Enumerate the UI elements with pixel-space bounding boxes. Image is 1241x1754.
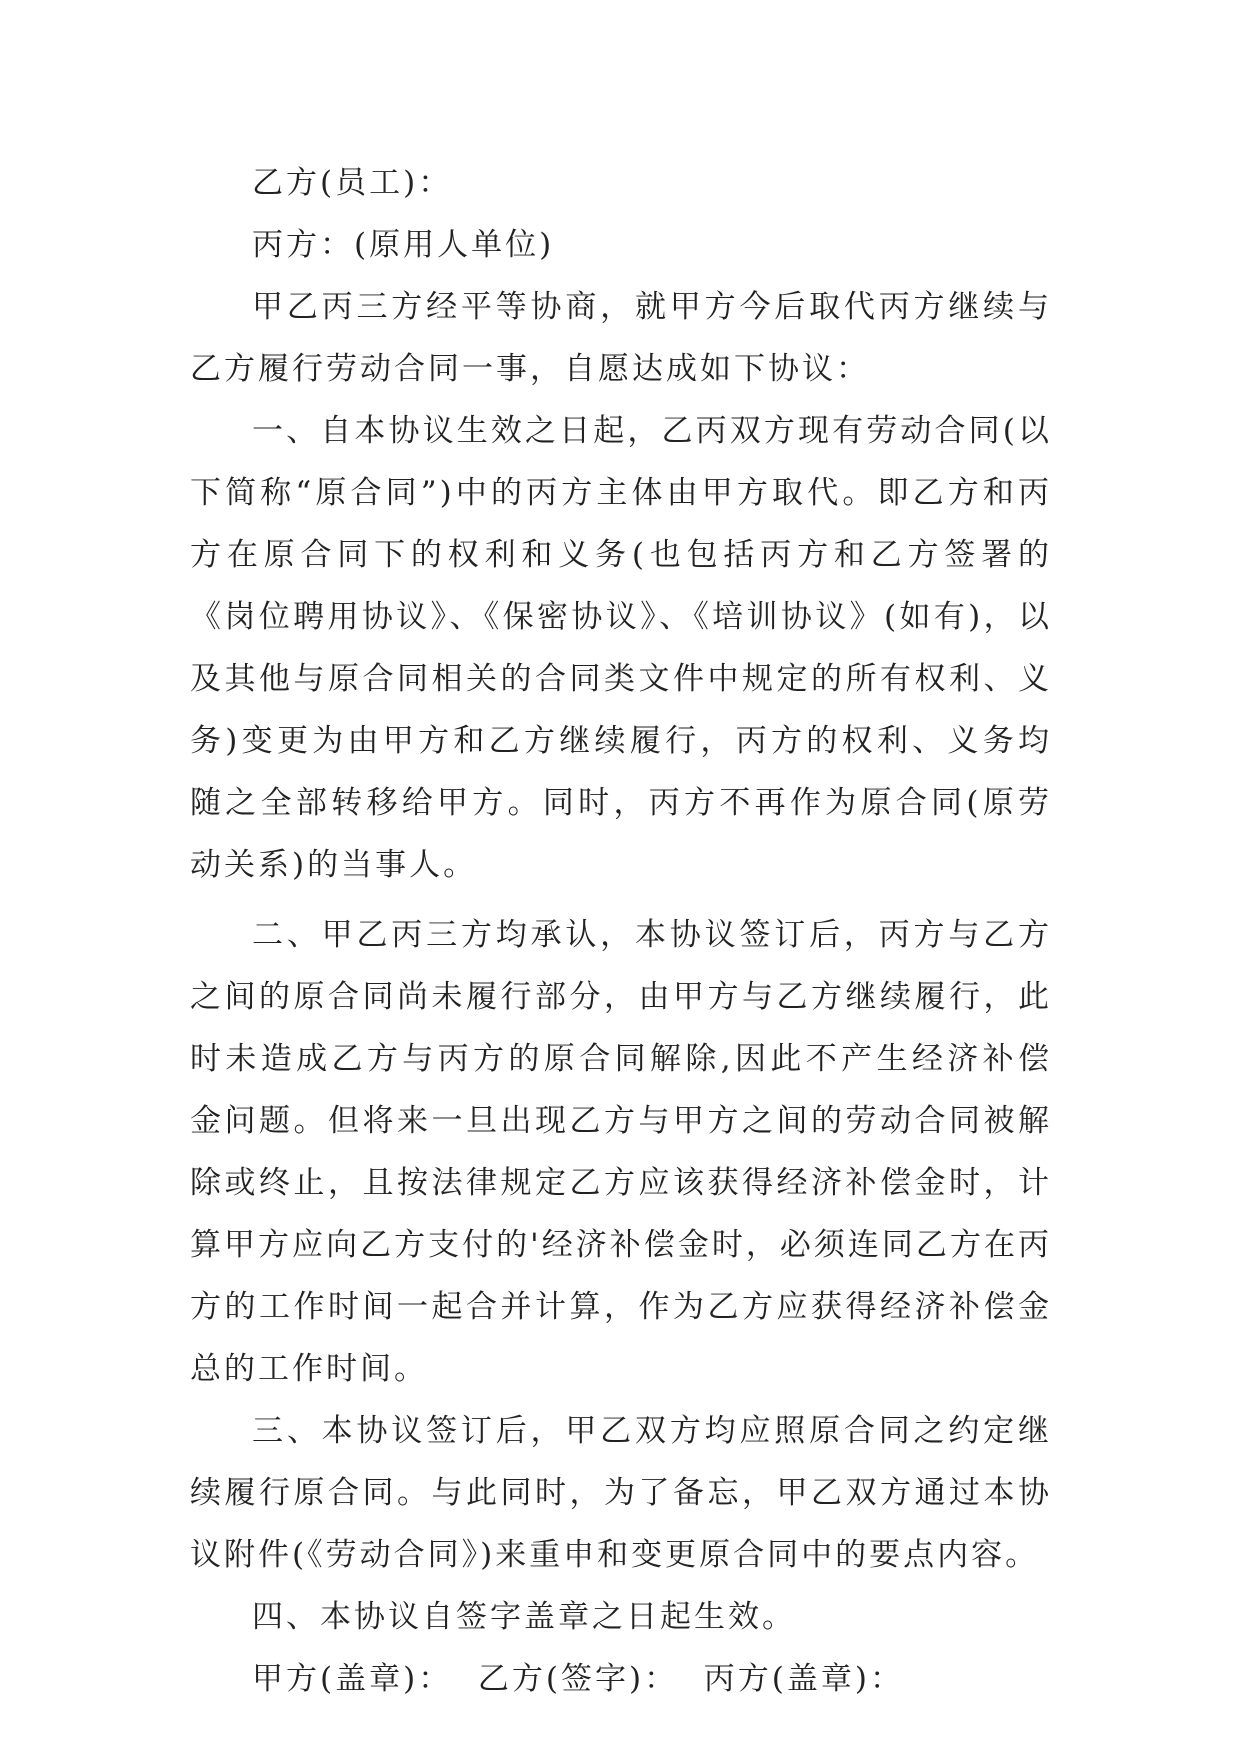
preamble-paragraph: 甲乙丙三方经平等协商，就甲方今后取代丙方继续与乙方履行劳动合同一事，自愿达成如下协议：	[190, 289, 1052, 387]
party-c-line: 丙方：(原用人单位)	[252, 227, 555, 263]
clause-4-paragraph: 四、本协议自签字盖章之日起生效。	[252, 1599, 796, 1635]
signature-line: 甲方(盖章)： 乙方(签字)： 丙方(盖章)：	[252, 1661, 904, 1697]
clause-3-paragraph: 三、本协议签订后，甲乙双方均应照原合同之约定继续履行原合同。与此同时，为了备忘，甲乙双方通过本协议附件(《劳动合同》)来重申和变更原合同中的要点内容。	[190, 1413, 1052, 1573]
party-b-line: 乙方(员工)：	[252, 165, 453, 201]
clause-2-paragraph: 二、甲乙丙三方均承认，本协议签订后，丙方与乙方之间的原合同尚未履行部分，由甲方与乙方继续履行，此时未造成乙方与丙方的原合同解除,因此不产生经济补偿金问题。但将来一旦出现乙方与甲方之间的劳动合同被解除或终止，且按法律规定乙方应该获得经济补偿金时，计算甲方应向乙方支付的'经济补偿金时，必须连同乙方在丙方的工作时间一起合并计算，作为乙方应获得经济补偿金总的工作时间。	[190, 917, 1052, 1387]
clause-1-paragraph: 一、自本协议生效之日起，乙丙双方现有劳动合同(以下简称“原合同”)中的丙方主体由甲方取代。即乙方和丙方在原合同下的权利和义务(也包括丙方和乙方签署的《岗位聘用协议》、《保密协议》、《培训协议》(如有)，以及其他与原合同相关的合同类文件中规定的所有权利、义务)变更为由甲方和乙方继续履行，丙方的权利、义务均随之全部转移给甲方。同时，丙方不再作为原合同(原劳动关系)的当事人。	[190, 413, 1052, 883]
document-body	[190, 152, 1052, 1710]
